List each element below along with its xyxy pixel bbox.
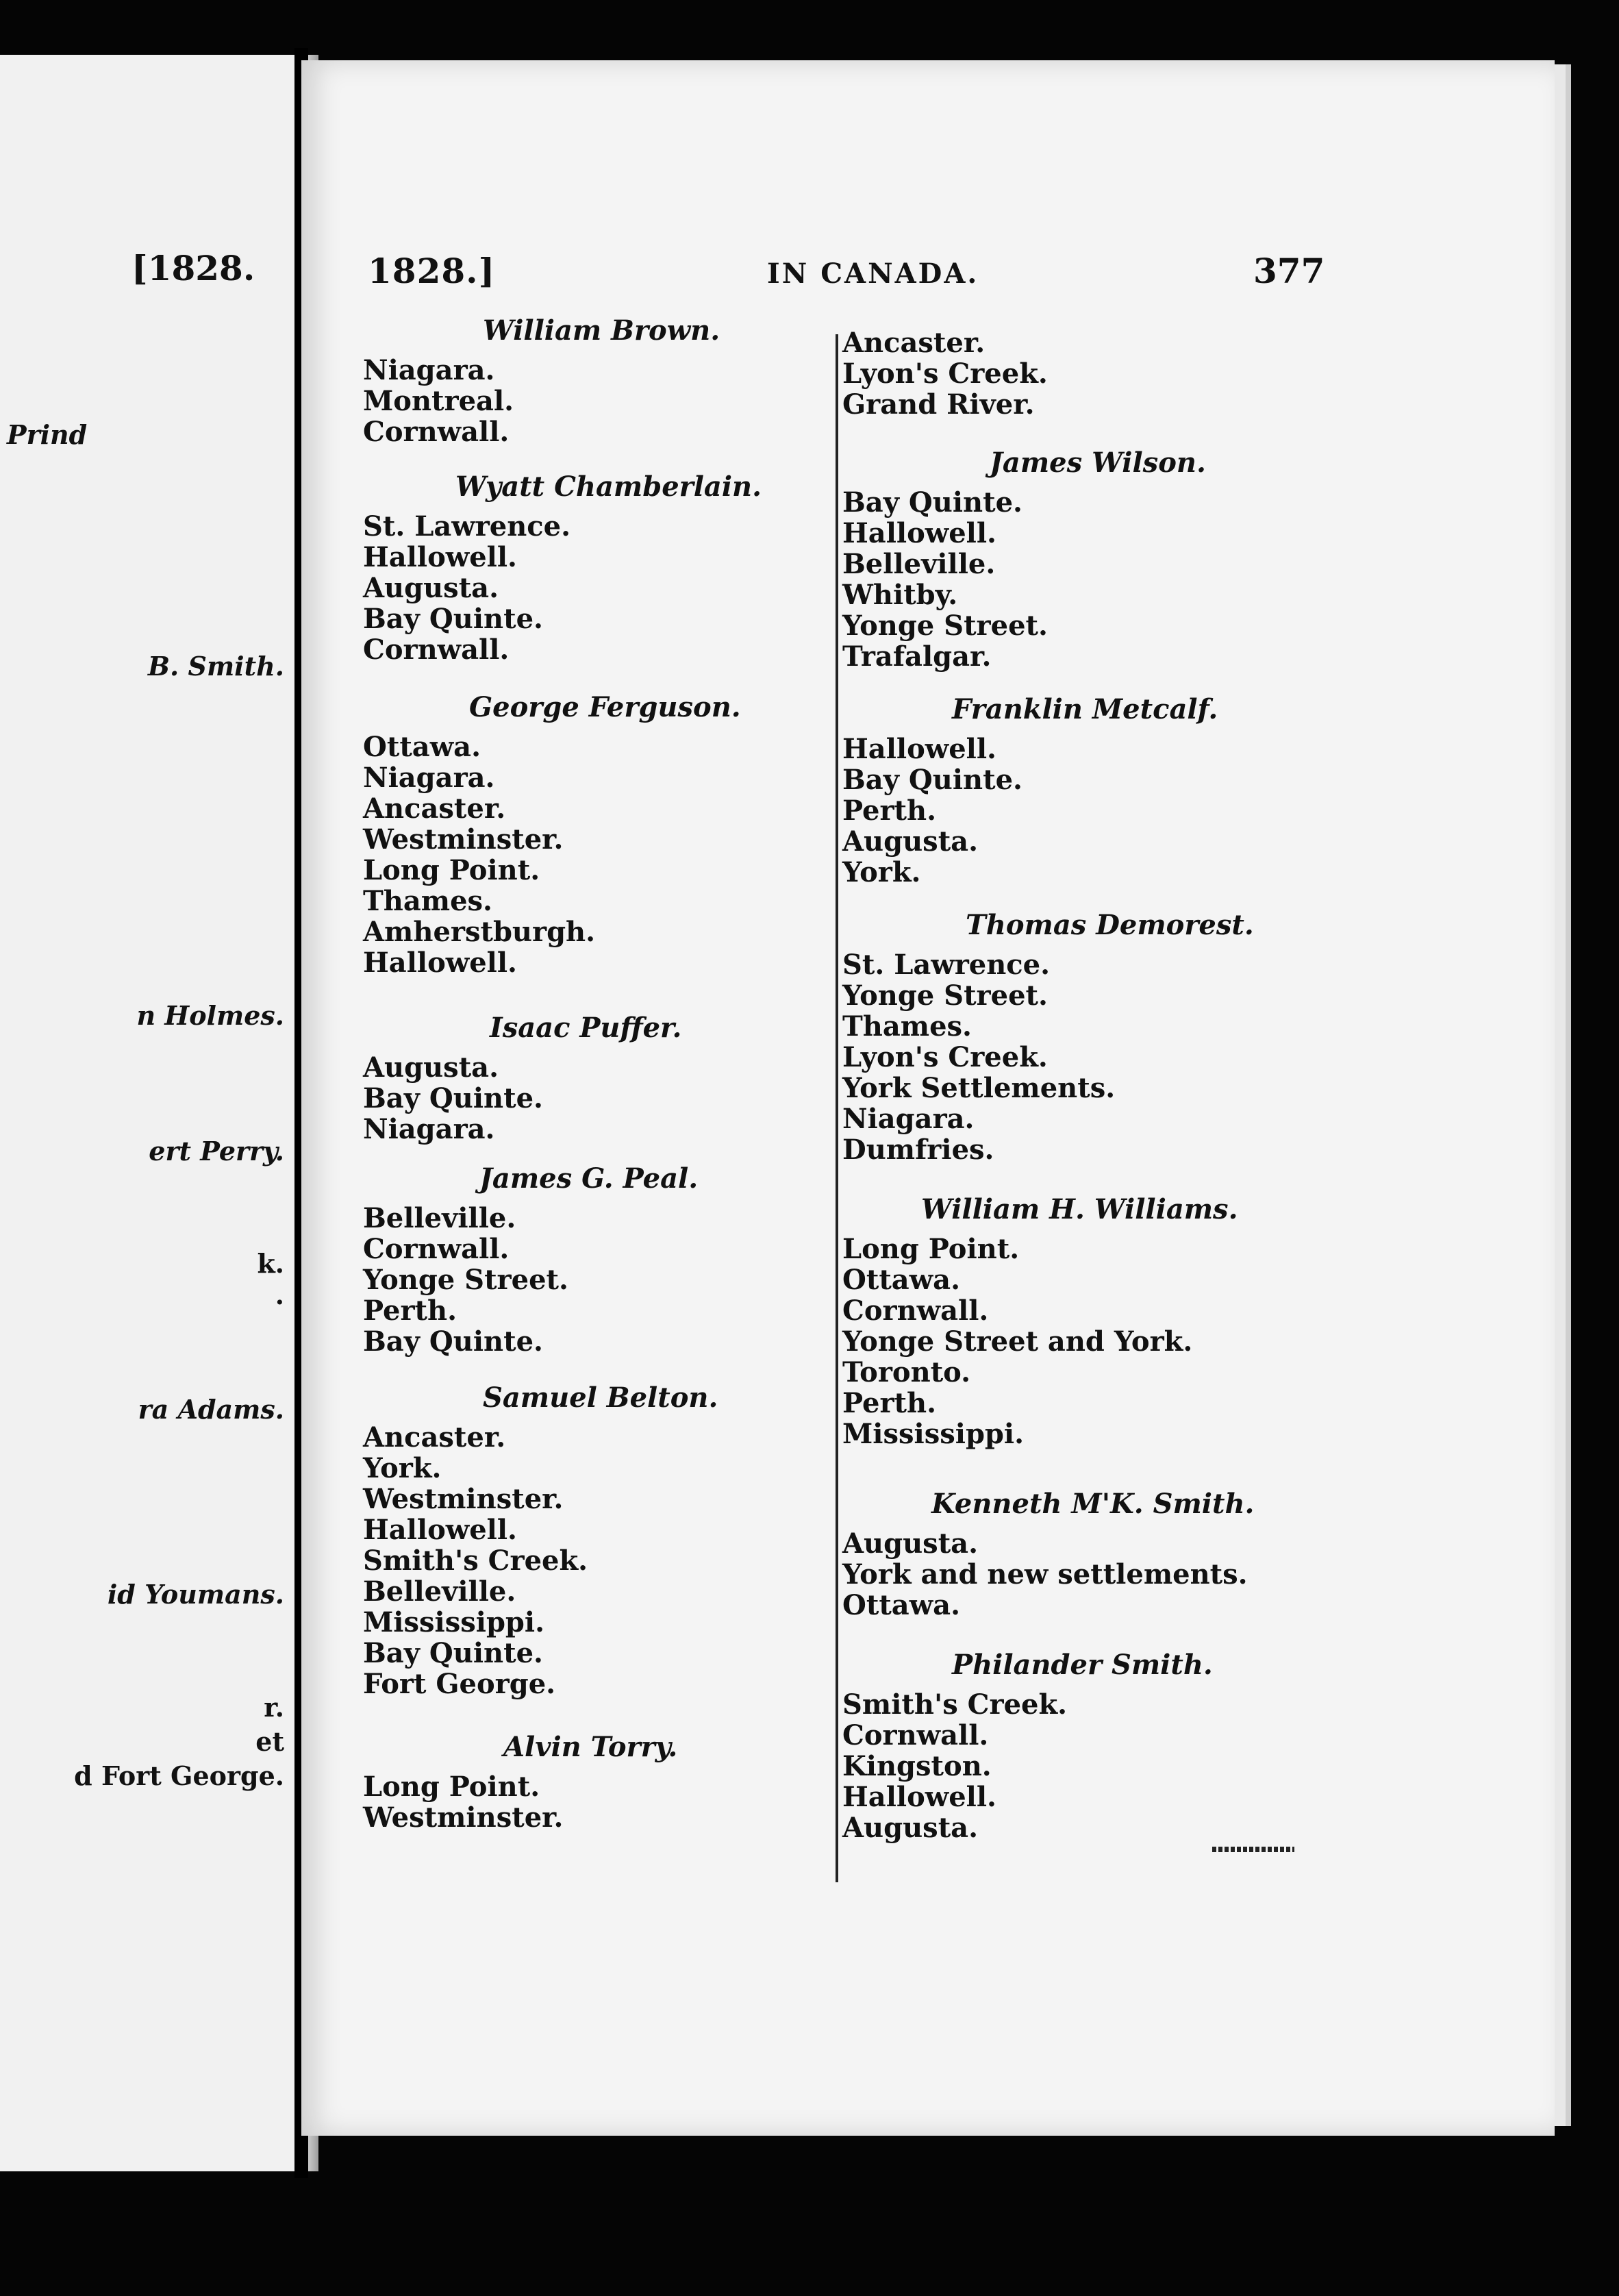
circuit-entry (363, 692, 741, 978)
circuit-entry (363, 1163, 698, 1357)
station-name: Bay Quinte. (363, 1325, 543, 1358)
previous-page-text-fragment: d Fort George. (74, 1760, 284, 1791)
station-name: York. (842, 856, 921, 888)
preacher-name: Isaac Puffer. (490, 1012, 682, 1044)
station-name: Yonge Street. (363, 1264, 568, 1296)
previous-page-text-fragment: k. (257, 1248, 284, 1279)
preacher-name: Kenneth M'K. Smith. (931, 1488, 1255, 1520)
page-edge (1566, 64, 1571, 2126)
station-name: Grand River. (842, 388, 1035, 421)
station-name: York Settlements. (842, 1072, 1116, 1104)
station-name: Mississippi. (363, 1606, 544, 1638)
preacher-name: William Brown. (483, 314, 720, 347)
station-name: Fort George. (363, 1668, 556, 1700)
running-head-title: IN CANADA. (767, 258, 979, 290)
station-name: Smith's Creek. (363, 1545, 588, 1577)
circuit-entry (363, 315, 720, 447)
circuit-entry (842, 1649, 1213, 1843)
previous-page-text-fragment: et (255, 1726, 284, 1757)
station-name: Niagara. (363, 762, 495, 794)
station-name: Westminster. (363, 823, 564, 856)
running-head-year: 1828.] (368, 251, 496, 291)
column-divider (836, 334, 838, 1882)
previous-page-text-fragment: r. (264, 1692, 284, 1723)
circuit-entry (363, 471, 762, 665)
station-name: St. Lawrence. (842, 949, 1051, 981)
preacher-name: James G. Peal. (479, 1162, 699, 1195)
station-name: Smith's Creek. (842, 1688, 1068, 1721)
station-name: Amherstburgh. (363, 916, 596, 948)
station-name: Hallowell. (842, 1781, 996, 1813)
previous-page-text-fragment: . (275, 1280, 284, 1310)
station-name: Ancaster. (363, 1421, 506, 1453)
previous-page-text-fragment: B. Smith. (147, 651, 284, 682)
page-edge (1555, 64, 1566, 2126)
station-name: Cornwall. (842, 1295, 989, 1327)
previous-page-header: [1828. (131, 248, 255, 288)
station-name: Niagara. (363, 354, 495, 386)
preacher-name: Philander Smith. (952, 1649, 1213, 1681)
station-name: Yonge Street. (842, 979, 1048, 1012)
preacher-name: Franklin Metcalf. (952, 693, 1218, 725)
station-name: Augusta. (363, 1051, 499, 1084)
circuit-entry (363, 1732, 677, 1833)
station-name: Long Point. (363, 854, 540, 886)
preacher-name: Samuel Belton. (483, 1382, 718, 1414)
station-name: Cornwall. (842, 1719, 989, 1751)
station-name: Yonge Street and York. (842, 1325, 1193, 1358)
station-name: Hallowell. (842, 733, 996, 765)
preacher-name: Thomas Demorest. (966, 909, 1254, 941)
station-name: Cornwall. (363, 1233, 510, 1265)
circuit-entry (842, 327, 1048, 420)
book-page (301, 60, 1555, 2136)
station-name: Long Point. (363, 1771, 540, 1803)
station-name: Mississippi. (842, 1418, 1024, 1450)
station-name: Bay Quinte. (842, 764, 1022, 796)
station-name: York. (363, 1452, 442, 1484)
station-name: Dumfries. (842, 1134, 994, 1166)
station-name: York and new settlements. (842, 1558, 1248, 1590)
station-name: Lyon's Creek. (842, 1041, 1048, 1073)
previous-page-text-fragment: ra Adams. (138, 1394, 284, 1425)
station-name: Hallowell. (363, 541, 517, 573)
station-name: Perth. (363, 1295, 457, 1327)
circuit-entry (842, 1488, 1254, 1621)
previous-page-text-fragment: Prind (7, 419, 88, 450)
preacher-name: Alvin Torry. (503, 1731, 678, 1763)
station-name: Bay Quinte. (363, 603, 543, 635)
station-name: Westminster. (363, 1483, 564, 1515)
circuit-entry (842, 910, 1254, 1165)
printer-mark (1212, 1847, 1294, 1852)
page-number: 377 (1253, 251, 1325, 291)
station-name: Hallowell. (363, 947, 517, 979)
previous-page-text-fragment: id Youmans. (107, 1579, 284, 1610)
station-name: Kingston. (842, 1750, 992, 1782)
preacher-name: William H. Williams. (921, 1193, 1238, 1225)
station-name: Bay Quinte. (363, 1637, 543, 1669)
preacher-name: George Ferguson. (469, 691, 741, 723)
previous-page-text-fragment: ert Perry. (149, 1136, 284, 1166)
circuit-entry (842, 447, 1206, 672)
station-name: St. Lawrence. (363, 510, 571, 542)
station-name: Thames. (363, 885, 492, 917)
station-name: Long Point. (842, 1233, 1020, 1265)
station-name: Yonge Street. (842, 610, 1048, 642)
station-name: Thames. (842, 1010, 972, 1043)
circuit-entry (363, 1382, 718, 1699)
station-name: Ancaster. (363, 793, 506, 825)
station-name: Toronto. (842, 1356, 971, 1388)
station-name: Ottawa. (842, 1589, 960, 1621)
circuit-entry (842, 694, 1218, 888)
station-name: Trafalgar. (842, 640, 992, 673)
station-name: Whitby. (842, 579, 958, 611)
previous-page-text-fragment: n Holmes. (136, 1000, 284, 1031)
preacher-name: James Wilson. (990, 447, 1206, 479)
station-name: Cornwall. (363, 416, 510, 448)
station-name: Ottawa. (363, 731, 481, 763)
station-name: Belleville. (363, 1202, 516, 1234)
station-name: Perth. (842, 795, 937, 827)
station-name: Augusta. (363, 572, 499, 604)
station-name: Hallowell. (842, 517, 996, 549)
station-name: Augusta. (842, 1812, 979, 1844)
previous-page (0, 55, 318, 2171)
station-name: Westminster. (363, 1801, 564, 1834)
station-name: Lyon's Creek. (842, 358, 1048, 390)
station-name: Montreal. (363, 385, 514, 417)
station-name: Augusta. (842, 1527, 979, 1560)
station-name: Ancaster. (842, 327, 986, 359)
station-name: Belleville. (842, 548, 996, 580)
station-name: Perth. (842, 1387, 937, 1419)
preacher-name: Wyatt Chamberlain. (455, 471, 762, 503)
circuit-entry (842, 1194, 1238, 1449)
station-name: Belleville. (363, 1575, 516, 1608)
station-name: Niagara. (363, 1113, 495, 1145)
station-name: Augusta. (842, 825, 979, 858)
station-name: Bay Quinte. (842, 486, 1022, 519)
circuit-entry (363, 1012, 681, 1145)
station-name: Bay Quinte. (363, 1082, 543, 1114)
station-name: Hallowell. (363, 1514, 517, 1546)
station-name: Cornwall. (363, 634, 510, 666)
station-name: Niagara. (842, 1103, 975, 1135)
station-name: Ottawa. (842, 1264, 960, 1296)
